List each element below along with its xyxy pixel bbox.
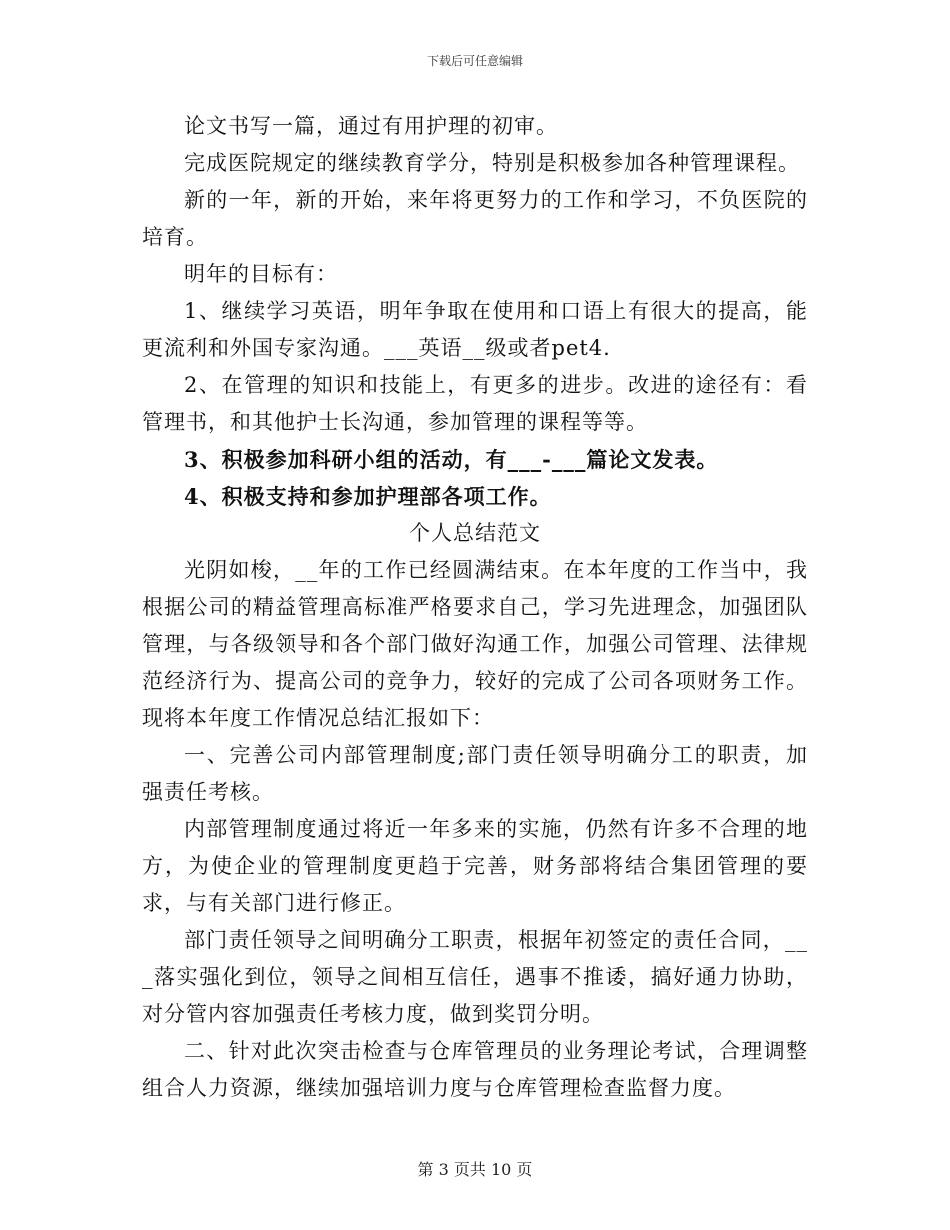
goal-item-research: 3、积极参加科研小组的活动，有___-___篇论文发表。 — [184, 447, 719, 472]
paragraph-summary-intro: 光阴如梭，__年的工作已经圆满结束。在本年度的工作当中，我根据公司的精益管理高标准严格要求自己，学习先进理念，加强团队管理，与各级领导和各个部门做好沟通工作，加强公司管理、法律规范经济行为、提高公司的竞争力，较好的完成了公司各项财务工作。现将本年度工作情况总结汇报如下： — [142, 558, 808, 730]
goal-item-management: 2、在管理的知识和技能上，有更多的进步。改进的途径有：看管理书，和其他护士长沟通，参加管理的课程等等。 — [142, 373, 808, 434]
paragraph-thesis: 论文书写一篇，通过有用护理的初审。 — [184, 114, 558, 138]
paragraph-education-credits: 完成医院规定的继续教育学分，特别是积极参加各种管理课程。 — [184, 151, 800, 175]
page-header: 下载后可任意编辑 — [426, 54, 523, 68]
paragraph-new-year: 新的一年，新的开始，来年将更努力的工作和学习，不负医院的培育。 — [142, 188, 808, 249]
goal-item-english: 1、继续学习英语，明年争取在使用和口语上有很大的提高，能更流利和外国专家沟通。___英语__级或者pet4. — [142, 299, 808, 360]
section-title: 个人总结范文 — [409, 521, 541, 545]
paragraph-section-two: 二、针对此次突击检查与仓库管理员的业务理论考试，合理调整组合人力资源，继续加强培训力度与仓库管理检查监督力度。 — [142, 1039, 808, 1100]
paragraph-goals-intro: 明年的目标有： — [184, 262, 338, 286]
document-body — [142, 108, 808, 1107]
goal-item-nursing-dept: 4、积极支持和参加护理部各项工作。 — [184, 484, 552, 509]
page-footer: 第 3 页共 10 页 — [417, 1160, 533, 1179]
paragraph-section-one: 一、完善公司内部管理制度;部门责任领导明确分工的职责，加强责任考核。 — [142, 743, 808, 804]
paragraph-internal-management: 内部管理制度通过将近一年多来的实施，仍然有许多不合理的地方，为使企业的管理制度更趋于完善，财务部将结合集团管理的要求，与有关部门进行修正。 — [142, 817, 808, 915]
paragraph-responsibility: 部门责任领导之间明确分工职责，根据年初签定的责任合同，___落实强化到位，领导之间相互信任，遇事不推诿，搞好通力协助，对分管内容加强责任考核力度，做到奖罚分明。 — [142, 928, 808, 1026]
